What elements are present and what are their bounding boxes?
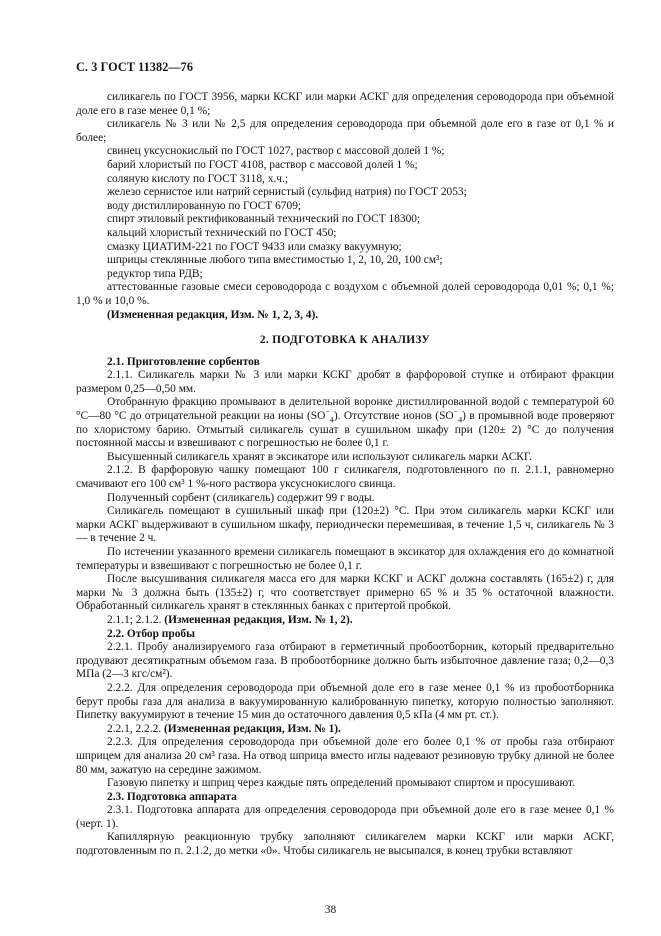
subsection-heading: 2.3. Подготовка аппарата [107,790,237,803]
subsection-heading: 2.1. Приготовление сорбентов [107,355,260,368]
ion-charge: − [325,407,330,417]
paragraph: 2.3.1. Подготовка аппарата для определения сероводорода при объемной доле его в газе менее 0,1 % (черт. 1). [76,804,614,830]
paragraph-ions [76,396,614,450]
list-item: воду дистиллированную по ГОСТ 6709; [107,199,302,212]
amendment-text: (Измененная редакция, Изм. № 1). [163,722,341,735]
amendment-ref: 2.2.1, 2.2.2. [107,722,162,735]
paragraph: 2.2.2. Для определения сероводорода при объемной доле его в газе менее 0,1 % из пробоотборника берут пробы газа для анализа в вакуумированную калиброванную пипетку, которую полностью заполняют. Пипетку вакуумируют в течение 15 мин до остаточного давления 0,5 кПа (4 мм рт. ст.). [76,681,614,722]
list-item: барий хлористый по ГОСТ 4108, раствор с массовой долей 1 %; [107,158,418,171]
list-item: свинец уксуснокислый по ГОСТ 1027, раствор с массовой долей 1 %; [107,145,445,158]
paragraph: Полученный сорбент (силикагель) содержит 99 г воды. [107,491,375,504]
list-item: железо сернистое или натрий сернистый (сульфид натрия) по ГОСТ 2053; [107,186,467,199]
page-number: 38 [324,904,337,916]
list-item: спирт этиловый ректификованный технический по ГОСТ 18300; [107,213,421,226]
amendment-note [76,614,614,628]
list-item: смазку ЦИАТИМ-221 по ГОСТ 9433 или смазку вакуумную; [107,240,402,253]
paragraph: 2.1.2. В фарфоровую чашку помещают 100 г силикагеля, подготовленного по п. 2.1.1, равномерно смачивают его 100 см³ 1 %-ного раствора уксуснокислого свинца. [76,464,614,491]
amendment-ref: 2.1.1; 2.1.2. [107,613,162,626]
ion-charge: − [453,407,459,417]
text-fragment: ) в промывной воде проверяют по хлористому барию. Отмытый силикагель сушат в сушильном шкафу при (120± 2) °С до получения постоянной массы и взвешивают с погрешностью не более 0,1 г. [76,410,615,450]
paragraph: Газовую пипетку и шприц через каждые пять определений промывают спиртом и просушивают. [107,777,575,790]
text-fragment: Отобранную фракцию промывают в делительной воронке дистиллированной водой с температурой 60 °С—80 °С до отрицательной реакции на ионы (SO [76,396,614,423]
document-body [76,91,614,859]
paragraph: Высушенный силикагель хранят в эксикаторе или используют силикагель марки АСКГ. [107,450,533,463]
amendment-note [76,723,614,737]
paragraph: 2.1.1. Силикагель марки № 3 или марки КСКГ дробят в фарфоровой ступке и отбирают фракции размером 0,25—0,50 мм. [76,369,614,395]
paragraph: Капиллярную реакционную трубку заполняют силикагелем марки КСКГ или марки АСКГ, подготовленным по п. 2.1.2, до метки «0». Чтобы силикагель не высыпался, в конец трубки вставляют [76,831,614,858]
list-item: соляную кислоту по ГОСТ 3118, х.ч.; [107,172,289,185]
page-header: С. 3 ГОСТ 11382—76 [76,60,194,74]
amendment-note: (Измененная редакция, Изм. № 1, 2, 3, 4). [107,308,319,321]
ion-index: 4 [329,415,334,425]
paragraph: По истечении указанного времени силикагель помещают в эксикатор для охлаждения его до комнатной температуры и взвешивают с погрешностью не более 0,1 г. [76,546,614,572]
subsection-heading: 2.2. Отбор пробы [107,627,195,640]
section-title: 2. ПОДГОТОВКА К АНАЛИЗУ [259,334,431,347]
amendment-text: (Измененная редакция, Изм. № 1, 2). [164,613,353,626]
list-item: силикагель по ГОСТ 3956, марки КСКГ или марки АСКГ для определения сероводорода при объемной доле его в газе менее 0,1 %; [76,91,614,117]
list-item: кальций хлористый технический по ГОСТ 450; [107,226,337,239]
text-fragment: ). Отсутствие ионов (SO [333,410,454,423]
paragraph: Силикагель помещают в сушильный шкаф при (120±2) °С. При этом силикагель марки КСКГ или марки АСКГ выдерживают в сушильном шкафу, периодически перемешивая, в течение 1,5 ч, силикагель № 3 — в течение 2 ч. [76,505,614,545]
list-item: редуктор типа РДВ; [107,267,203,280]
paragraph: 2.2.3. Для определения сероводорода при объемной доле его более 0,1 % от пробы газа отбирают шприцем для анализа 20 см³ газа. На отвод шприца вместо иглы надевают резиновую трубку длиной не более 80 мм, зажатую на середине зажимом. [76,736,614,776]
ion-index: 4 [458,415,463,425]
paragraph: После высушивания силикагеля масса его для марки КСКГ и АСКГ должна составлять (165±2) г, для марки № 3 должна быть (135±2) г, что соответствует примерно 65 % и 35 % остаточной влажности. Обработанный силикагель хранят в стеклянных банках с притертой пробкой. [76,573,614,613]
list-item: аттестованные газовые смеси сероводорода с воздухом с объемной долей сероводорода 0,01 %; 0,1 %; 1,0 % и 10,0 %. [76,281,614,307]
list-item: силикагель № 3 или № 2,5 для определения сероводорода при объемной доле его в газе от 0,1 % и более; [76,118,614,144]
paragraph: 2.2.1. Пробу анализируемого газа отбирают в герметичный пробоотборник, который предварительно продувают десятикратным объемом газа. В пробоотборнике должно быть избыточное давление газа; 0,2—0,3 МПа (2—3 кгс/см²). [76,641,614,681]
list-item: шприцы стеклянные любого типа вместимостью 1, 2, 10, 20, 100 см³; [107,254,443,267]
